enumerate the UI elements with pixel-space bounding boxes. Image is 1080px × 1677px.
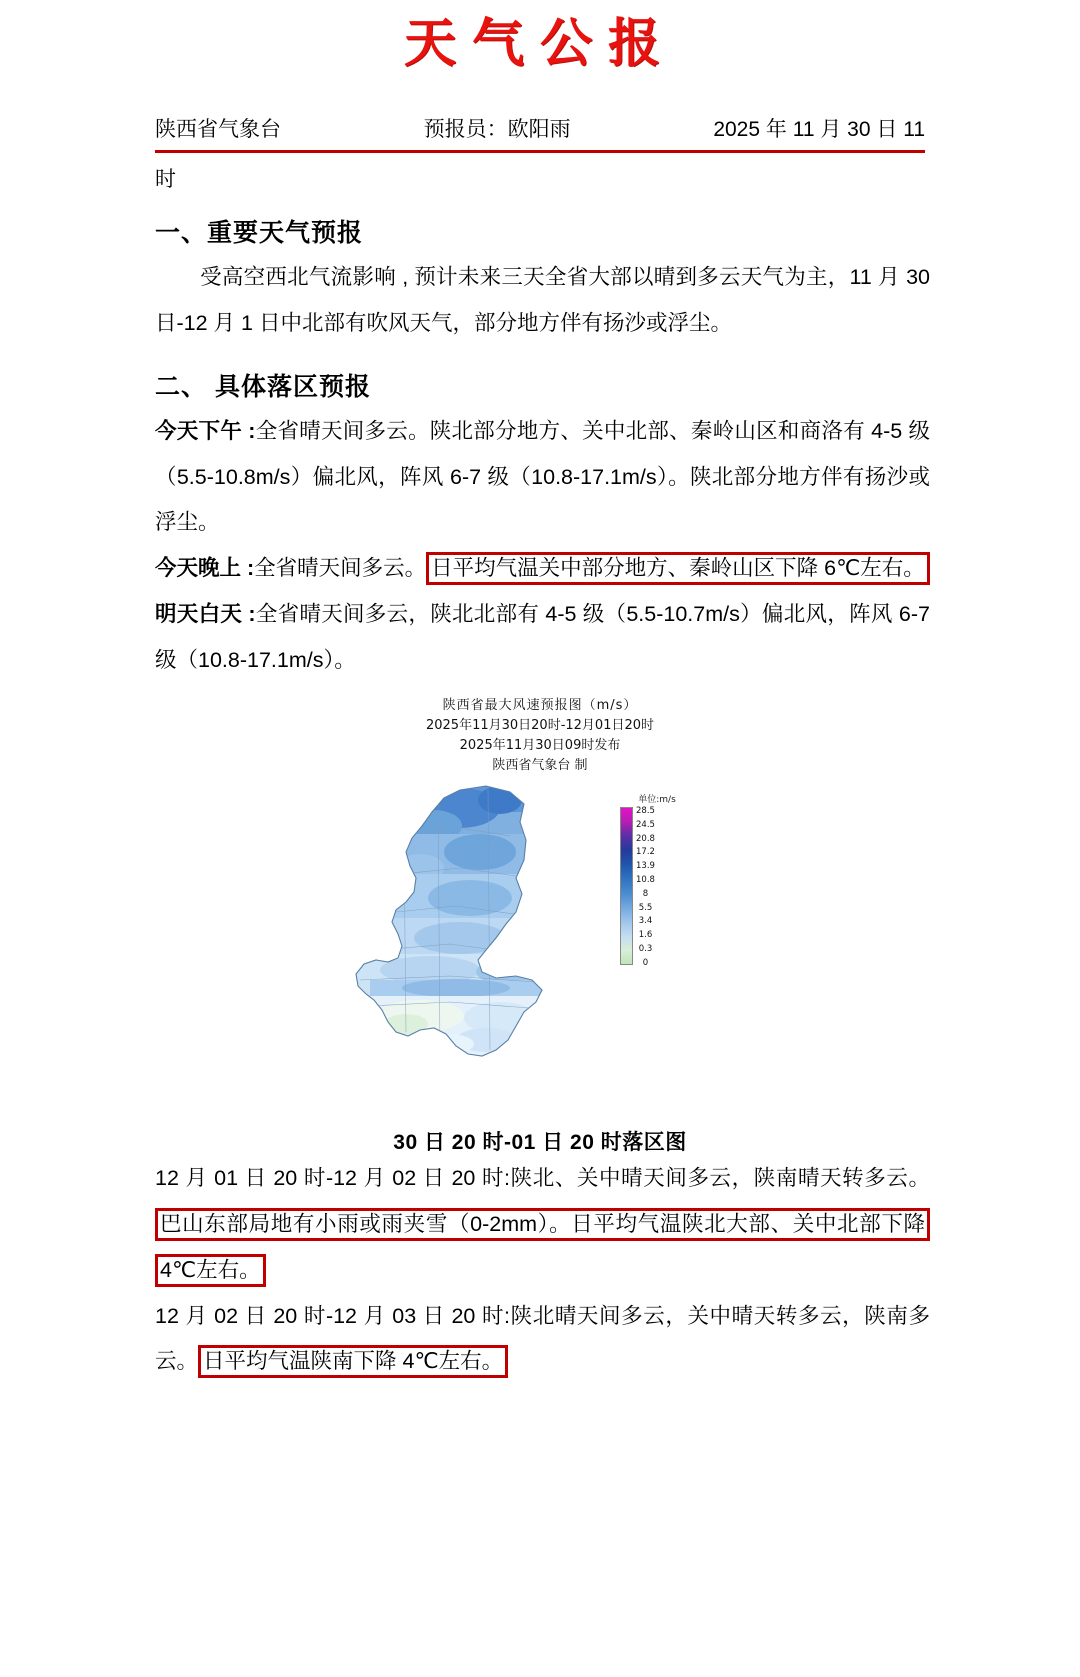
section-2-heading: 二、 具体落区预报	[155, 372, 371, 401]
forecast-text-tomorrow-day: 全省晴天间多云，陕北北部有 4-5 级（5.5-10.7m/s）偏北风，阵风 6-7 级（10.8-17.1m/s）。	[155, 602, 930, 672]
wind-speed-map-figure	[0, 696, 1080, 1157]
colorbar-tick: 10.8	[636, 875, 655, 885]
figure-caption-top	[0, 696, 1080, 777]
forecast-text-today-afternoon: 全省晴天间多云。陕北部分地方、关中北部、秦岭山区和商洛有 4-5 级（5.5-10.8m/s）偏北风，阵风 6-7 级（10.8-17.1m/s）。陕北部分地方伴有扬沙或浮尘。	[155, 418, 930, 535]
colorbar-gradient	[620, 807, 633, 965]
figure-source: 陕西省气象台 制	[492, 758, 588, 774]
highlight-dec01-dec02-temp-drop: 巴山东部局地有小雨或雨夹雪（0-2mm）。日平均气温陕北大部、关中北部下降 4℃左右。	[155, 1208, 930, 1287]
forecast-label-tomorrow-day: 明天白天 :	[155, 602, 256, 627]
forecast-label-tonight: 今天晚上 :	[155, 556, 255, 581]
figure-title: 陕西省最大风速预报图（m/s）	[442, 697, 638, 713]
highlight-tonight-temp-drop: 日平均气温关中部分地方、秦岭山区下降 6℃左右。	[426, 552, 930, 585]
forecast-text-dec01-dec02: 12 月 01 日 20 时-12 月 02 日 20 时:陕北、关中晴天间多云，陕南晴天转多云。	[155, 1166, 930, 1191]
shaanxi-wind-map	[310, 782, 770, 1112]
forecast-dec02-dec03	[155, 1294, 930, 1386]
colorbar-tick: 13.9	[636, 861, 655, 872]
section-1-paragraph: 受高空西北气流影响 , 预计未来三天全省大部以晴到多云天气为主，11 月 30 日-12 月 1 日中北部有吹风天气，部分地方伴有扬沙或浮尘。	[155, 265, 930, 336]
colorbar-tick: 8	[642, 888, 649, 899]
forecast-text-dec02-dec03: 12 月 02 日 20 时-12 月 03 日 20 时:陕北晴天间多云，关中晴天转多云，陕南多云。	[155, 1303, 930, 1374]
colorbar-tick-labels	[636, 807, 655, 967]
figure-period: 2025年11月30日20时-12月01日20时	[425, 717, 655, 733]
forecast-dec01-dec02	[155, 1156, 930, 1293]
figure-issued: 2025年11月30日09时发布	[459, 737, 621, 753]
forecast-text-tonight: 全省晴天间多云。	[254, 556, 427, 581]
map-fill-layer	[310, 782, 770, 1112]
colorbar-tick: 28.5	[636, 806, 655, 817]
colorbar-tick: 3.4	[638, 916, 653, 927]
colorbar-unit-label: 单位:m/s	[638, 795, 676, 806]
colorbar-tick: 0.3	[638, 943, 653, 954]
issue-datetime-tail: 时	[155, 168, 176, 192]
section-1-heading: 一、重要天气预报	[155, 219, 364, 248]
header-meta-row	[155, 113, 925, 153]
page-title: 天气公报	[403, 14, 676, 74]
issuing-office: 陕西省气象台	[155, 118, 281, 142]
colorbar-tick: 24.5	[636, 819, 655, 830]
forecaster-name: 预报员：欧阳雨	[423, 118, 571, 142]
figure-caption-bottom: 30 日 20 时-01 日 20 时落区图	[393, 1131, 687, 1155]
forecast-tomorrow-day	[155, 592, 930, 684]
map-container	[310, 782, 770, 1112]
forecast-tonight	[155, 546, 930, 592]
colorbar-legend	[620, 792, 694, 967]
issue-datetime: 2025 年 11 月 30 日 11	[713, 118, 925, 142]
colorbar-tick: 20.8	[636, 833, 655, 844]
forecast-today-afternoon	[155, 409, 930, 546]
highlight-dec02-dec03-temp-drop: 日平均气温陕南下降 4℃左右。	[198, 1345, 508, 1378]
forecast-label-today-afternoon: 今天下午 :	[155, 418, 256, 443]
colorbar-tick: 0	[642, 957, 649, 968]
colorbar-tick: 5.5	[638, 902, 653, 913]
colorbar-tick: 17.2	[636, 847, 655, 858]
colorbar-body	[620, 807, 694, 967]
colorbar-tick: 1.6	[638, 930, 653, 941]
